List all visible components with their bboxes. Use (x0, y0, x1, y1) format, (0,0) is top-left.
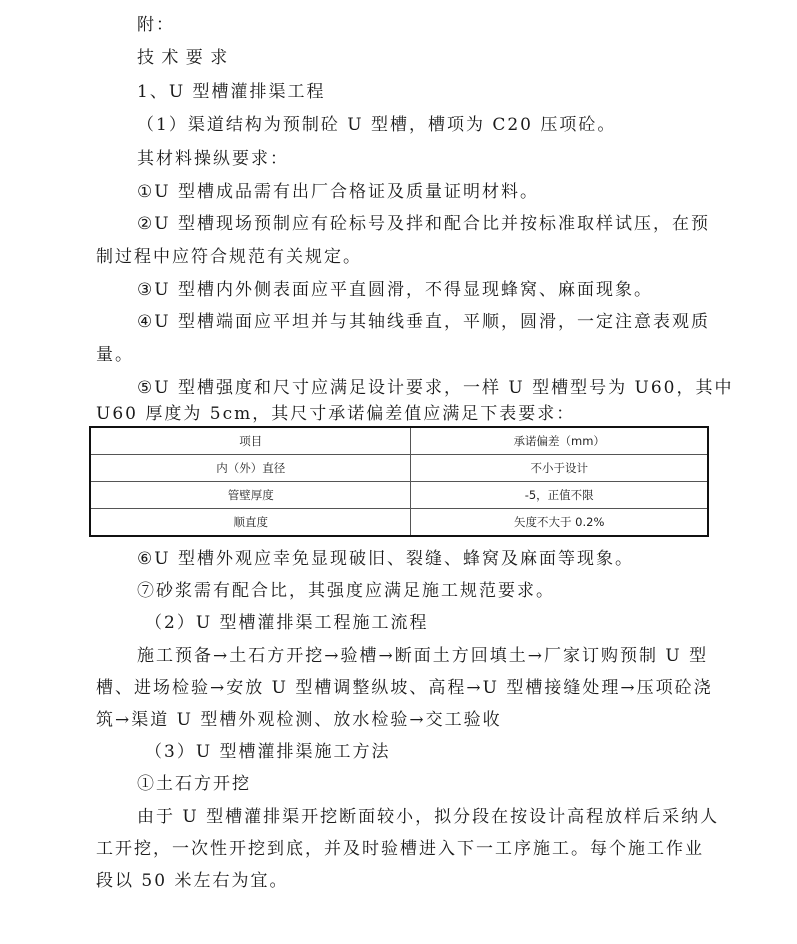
table-header-row (90, 427, 708, 455)
tolerance-table (89, 426, 709, 537)
table-cell: 顺直度 (90, 509, 411, 537)
construction-flow-line-1: 施工预备→土石方开挖→验槽→断面土方回填土→厂家订购预制 U 型 (137, 646, 709, 666)
paragraph-material-requirements: 其材料操纵要求： (137, 149, 289, 169)
table-cell: 不小于设计 (411, 455, 708, 482)
appendix-label: 附： (137, 15, 175, 35)
method-earthwork-title: ①土石方开挖 (137, 774, 251, 794)
requirement-item-4-line-2: 量。 (96, 345, 134, 365)
method-earthwork-line-1: 由于 U 型槽灌排渠开挖断面较小，拟分段在按设计高程放样后采纳人 (137, 807, 720, 827)
method-earthwork-line-3: 段以 50 米左右为宜。 (96, 871, 289, 891)
requirement-item-2-line-1: ②U 型槽现场预制应有砼标号及拌和配合比并按标准取样试压，在预 (137, 214, 710, 234)
table-row (90, 509, 708, 537)
method-earthwork-line-2: 工开挖，一次性开挖到底，并及时验槽进入下一工序施工。每个施工作业 (96, 839, 704, 859)
requirement-item-6: ⑥U 型槽外观应幸免显现破旧、裂缝、蜂窝及麻面等现象。 (137, 549, 634, 569)
requirement-item-2-line-2: 制过程中应符合规范有关规定。 (96, 247, 362, 267)
page-title: 技 术 要 求 (137, 48, 229, 68)
requirement-item-1: ①U 型槽成品需有出厂合格证及质量证明材料。 (137, 182, 539, 202)
table-header-cell: 项目 (90, 427, 411, 455)
construction-flow-line-2: 槽、进场检验→安放 U 型槽调整纵坡、高程→U 型槽接缝处理→压项砼浇 (96, 678, 713, 698)
section-construction-method-title: （3）U 型槽灌排渠施工方法 (145, 742, 391, 762)
requirement-item-4-line-1: ④U 型槽端面应平坦并与其轴线垂直，平顺，圆滑，一定注意表观质 (137, 312, 710, 332)
requirement-item-7: ⑦砂浆需有配合比，其强度应满足施工规范要求。 (137, 581, 555, 601)
table-cell: 内（外）直径 (90, 455, 411, 482)
table-cell: 矢度不大于 0.2% (411, 509, 708, 537)
table-row (90, 455, 708, 482)
requirement-item-5-line-1: ⑤U 型槽强度和尺寸应满足设计要求，一样 U 型槽型号为 U60，其中 (137, 378, 734, 398)
table-header-cell: 承诺偏差（mm） (411, 427, 708, 455)
construction-flow-line-3: 筑→渠道 U 型槽外观检测、放水检验→交工验收 (96, 710, 502, 730)
requirement-item-5-line-2: U60 厚度为 5cm，其尺寸承诺偏差值应满足下表要求： (96, 404, 576, 424)
requirement-item-3: ③U 型槽内外侧表面应平直圆滑，不得显现蜂窝、麻面现象。 (137, 280, 653, 300)
section-1-title: 1、U 型槽灌排渠工程 (137, 82, 326, 102)
section-construction-flow-title: （2）U 型槽灌排渠工程施工流程 (145, 613, 429, 633)
table-cell: -5，正值不限 (411, 482, 708, 509)
paragraph-channel-structure: （1）渠道结构为预制砼 U 型槽，槽项为 C20 压项砼。 (137, 115, 617, 135)
table-cell: 管壁厚度 (90, 482, 411, 509)
table-row (90, 482, 708, 509)
